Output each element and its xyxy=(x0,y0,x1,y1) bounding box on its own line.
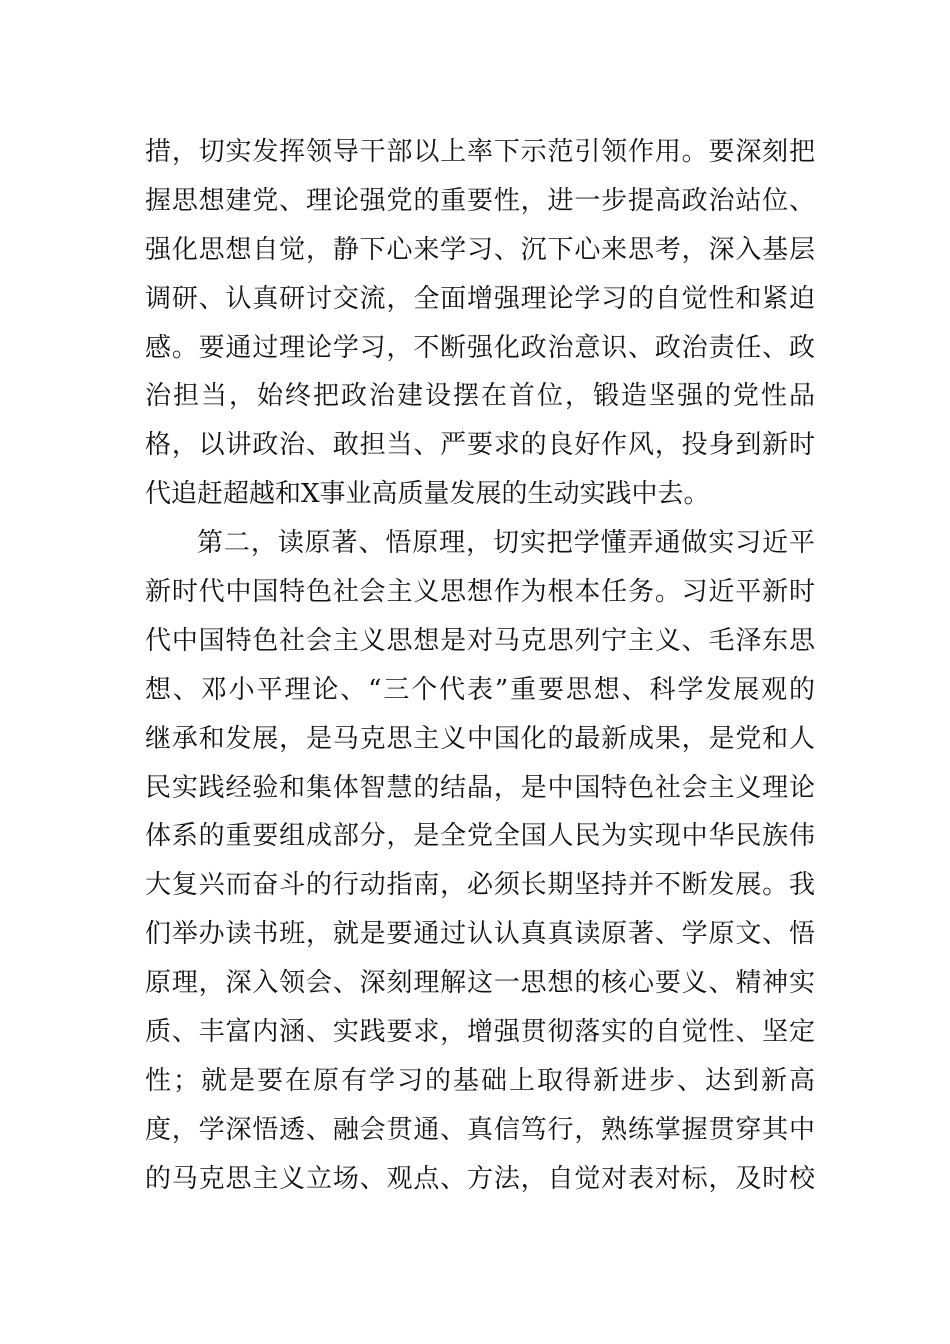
paragraph-start-line: 第二，读原著、悟原理，切实把学懂弄通做实习近平 xyxy=(197,528,815,559)
text-line: 继承和发展，是马克思主义中国化的最新成果，是党和人 xyxy=(145,723,815,754)
text-line: 大复兴而奋斗的行动指南，必须长期坚持并不断发展。我 xyxy=(145,870,815,901)
text-line: 格，以讲政治、敢担当、严要求的良好作风，投身到新时 xyxy=(145,430,815,461)
text-line: 调研、认真研讨交流，全面增强理论学习的自觉性和紧迫 xyxy=(145,283,815,314)
text-line: 度，学深悟透、融会贯通、真信笃行，熟练掌握贯穿其中 xyxy=(145,1114,815,1145)
text-line: 强化思想自觉，静下心来学习、沉下心来思考，深入基层 xyxy=(145,234,815,265)
text-line: 代中国特色社会主义思想是对马克思列宁主义、毛泽东思 xyxy=(145,625,815,656)
text-line: 感。要通过理论学习，不断强化政治意识、政治责任、政 xyxy=(145,332,815,363)
text-line: 性；就是要在原有学习的基础上取得新进步、达到新高 xyxy=(145,1065,815,1096)
text-line: 握思想建党、理论强党的重要性，进一步提高政治站位、 xyxy=(145,185,815,216)
text-line: 想、邓小平理论、“三个代表”重要思想、科学发展观的 xyxy=(145,674,815,705)
text-line: 措，切实发挥领导干部以上率下示范引领作用。要深刻把 xyxy=(145,137,815,167)
text-line: 新时代中国特色社会主义思想作为根本任务。习近平新时 xyxy=(145,577,815,608)
body-text xyxy=(145,128,815,1204)
text-line: 体系的重要组成部分，是全党全国人民为实现中华民族伟 xyxy=(145,821,815,852)
text-line: 民实践经验和集体智慧的结晶，是中国特色社会主义理论 xyxy=(145,772,815,803)
text-line: 质、丰富内涵、实践要求，增强贯彻落实的自觉性、坚定 xyxy=(145,1017,815,1048)
paragraph-end-line: 代追赶超越和X事业高质量发展的生动实践中去。 xyxy=(145,479,710,510)
text-line: 的马克思主义立场、观点、方法，自觉对表对标，及时校 xyxy=(145,1163,815,1194)
text-line: 们举办读书班，就是要通过认认真真读原著、学原文、悟 xyxy=(145,919,815,950)
text-line: 治担当，始终把政治建设摆在首位，锻造坚强的党性品 xyxy=(145,381,815,412)
text-line: 原理，深入领会、深刻理解这一思想的核心要义、精神实 xyxy=(145,968,815,999)
